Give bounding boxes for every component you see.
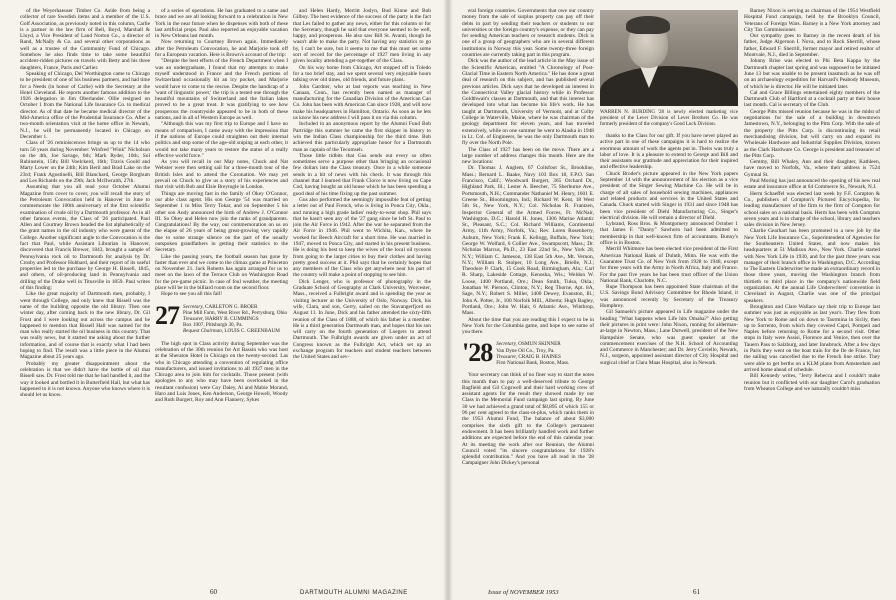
issue-date: Issue of NOVEMBER 1953: [488, 589, 559, 596]
page-number: 61: [693, 588, 700, 596]
paragraph: The high spot in Class activity during September was the celebration of the 30th reunion for Art Bassin who was host at the Sheraton Hotel in Chicago on the twenty-second. Las who in Chicago attending a convention of regulating office manufacturers, and issued invitations to all 1927 men in the Chicago area to join him for cocktails. Those present (with apologies to any who may have been overlooked in the resultant confusion) were Coy Daley, Ai and Mabie Morand, Haro and Lois Jones, Ken Anderson, George Howell, Woody and Ruth Burgert, Roy and Ann Flannery, Sykes: [155, 340, 288, 404]
paragraph: About the time that you are reading this I expect to be in New York for the Columbia game, and hope to see some of you there.: [462, 316, 594, 336]
paragraph: Cal and Grace Billings entertained eighty members of the Dartmouth Club of Hartford at a cocktail party at their house last month. Cal is secretary of the Club.: [744, 89, 880, 109]
secretary-name: OSMUN SKINNER: [518, 341, 561, 348]
treasurer-name: HARRY B. CUMMINGS: [205, 316, 259, 323]
paragraph: George Pitts missed reunion because he was in the midst of negotiations for the sale of a building in downtown Jamestown, N.Y., belonging to the Pitts Corp. With the sale of the property the Pitts Corp. is discontinuing its retail merchandising division, but will carry on and expand its Wholesale Hardware and Industrial Supplies Division, known as the Clark Hardware Co. George is president and treasurer of the Pitts Corp.: [744, 108, 880, 159]
paragraph: On his way home from Chicago, Art stopped off in Toledo for a too brief stay, and we spent several very enjoyable hours talking over old times, old friends, and future plans.: [293, 64, 431, 84]
paragraph: Broughton and Clare Wallace say their trip to Europe last summer was just as enjoyable as last year's. They flew from New York to Rome and on down to Taormina in Sicily, then up to Sorrento, from which they covered Capri, Pompeii and Naples before returning to Rome for a second visit. Other stops in Italy were Assisi, Florence and Venice, then over the Tauern Pass to Salzburg, and later Innsbruck. After a few days in Paris they went on the boat train for the Ile de France, but the sailing was cancelled due to the French line strike. They were able to get berths on a KLM plane from Amsterdam and arrived home ahead of schedule.: [744, 303, 880, 373]
paragraph: of a series of operations. He has graduated to a same and brace and we are all looking forward to a celebration in New York in the near future when he dispenses with both of these last artificial props. Paul also reported an enjoyable vacation in New Orleans last month.: [155, 8, 288, 40]
paragraph: Hope to see you all this fall!: [161, 291, 223, 298]
right-page: [448, 0, 896, 600]
left-column-1: [20, 8, 150, 583]
paragraph: Gus also performed the seemingly impossible feat of getting a letter out of Paul French, who is living in Ponca City, Okla., and running a high grade ladies' ready-to-wear shop. Phil says that he hasn't seen any of the '27 gang since he left St. Paul to join the Air Force in 1942. After the war he separated from the Air Force in 1946. Phil went to Wichita, Kan., where he worked for Beech Aircraft for a short time. He was married in 1947, moved to Ponca City, and started in his present business. He is doing his best to keep the wives of the local oil tycoons from going to the larger cities to buy their clothes and having pretty good success at it. Phil says that he certainly hopes that any members of the Class who get anywhere near his part of the country will make a point of stopping to see him.: [293, 196, 431, 279]
paragraph: Chuck Broder's picture appeared in the New York papers September 14 with the announcement of his election as a vice president of the Singer Sewing Machine Co. He will be in charge of all sales of household sewing machines, appliances and related products and services in the United States and Canada. Chuck started with Singer in 1931 and since 1948 has been vice president of Diehl Manufacturing Co., Singer's electrical division. He will remain a director of Diehl.: [600, 170, 738, 221]
right-column-1: [462, 8, 594, 583]
paragraph: Our sympathy goes to Barney in the recent death of his father, Judge Algernon I. Nova, and to Rock Sherrill, whose father, Edward F. Sherrill, former mayor and retired realtor of Montvale, N.J., died in September.: [744, 33, 880, 59]
class-1927-header: [155, 300, 288, 335]
portrait-shoulders: [600, 66, 738, 106]
treasurer-name: CRAIG B. HAINES: [518, 353, 561, 360]
secretary-label: Secretary,: [496, 341, 517, 348]
paragraph: Included in an anonymous report by the Alumni Fund Bob Partridge this summer he came the first skipper in history to win the Indian Class championship for the third time. Bob achieved this particularly appropriate honor for a Dartmouth man as captain of the Tecumseh.: [293, 121, 431, 153]
paragraph: Merrill Whitmore has been elected vice president of the First American National Bank of Duluth, Minn. He was with the Guarantee Trust Co. of New York from 1928 to 1948, except for three years with the Army in North Africa, Italy and France. For the past five years he has been trust officer of the Union National Bank, Charlotte, N.C.: [600, 246, 738, 284]
paragraph: Rupe Thompson has been appointed State chairman of the U.S. Savings Bond Advisory Committee for Rhode Island, it was announced recently by Secretary of the Treasury Humphrey.: [600, 284, 738, 310]
paragraph: As you will recall in our May notes, Chuck and Nat Webster were then setting sail for a three-month tour of the British Isles and to attend the Coronation. We may yet prevail on Chuck to give us a story of his experiences and that visit with Bob and Elsie Breytogle in London.: [155, 159, 288, 191]
paragraph: Now returning to Courtney Brown again. Immediately after the Petroleum Convocation, he and Marjorie took off for a European vacation. Here is Brown's account of the trip:: [155, 39, 288, 59]
paragraph: Gemmy, Bill Whaley, Ann and their daughter, Kathleen, have moved to Norfolk, Va., where their address is 7524 Gymnal St.: [744, 159, 880, 178]
class-officers: [496, 341, 569, 366]
secretary-label: Secretary,: [183, 303, 204, 310]
left-column-3: [293, 8, 431, 583]
address-list: Dr. Thomas J. Anglem, 67 Coltsfoot St., Brookline, Mass.; Bernard L. Baake, Navy 103 Box 18, F.P.O. San Francisco, Calif.; Woodward Burgert, 365 Orchard Dr., Highland Park, Ill.; Lester A. Beecher, 75 Sherburne Ave., Portsmouth, N.H.; Commander Nathaniel M. Henry, 1601 E. Greene St., Bloomington, Ind.; Richard W. Kent, 18 West 5th St., New York, N.Y.; Col. Nicholas R. Frantzen, Inspector General of the Armed Forces, Ft. McNair, Washington, D.C.; Harold H. Jones, 1306 Marine Atlantic St., Pleasant, S.C.; Col. Richard Williams, Continental Army, 11th Army, Norfolk, Va.; Rev. Loren Rosenberry, Auburn, New York; Frank E. Kellogg, Buffalo, New York; George W. Wolfard, 6 Collier Ave., Swampscott, Mass.; Dr. Nicholas Marcus, Ph.D., 23 East 22nd St., New York 28, N.Y.; William C. Jameson, 138 East 5th Ave., Mt. Vernon, N.Y.; William R. Stolper, 10 Long Ave., Brielle, N.J.; Theodore P. Clark, 15 Cook Road, Birmingham, Ala.; Carl R. Sharp, Lakeside Cottage, Kenosha, Wis.; Weldon W. Loose, 1400 Portland, Ore.; Dean Smith, Tulsa, Okla.; Jonathan W. Pierson, Clinton, N.Y.; Reg Thorne, Apt. 8A, Sage, N.Y.; Robert S. Miller, 1400 Dewey, Evanston, Ill.; John A. Potter, Jr., 100 Norfolk Mill., Alberta; Hugh Bagley, Portland, Ore.; John W. Hair, 6 Atlantic Ave., Winthrop, Mass.: [462, 165, 594, 317]
paragraph: Assuming that you all read your October Alumni Magazine from cover to cover, you will recall the story of the Petroleum Convocation held in Hanover in June to commemorate the 100th anniversary of the first scientific examination of crude oil by a Dartmouth professor. As in all other famous events, the Class of '26 participated. Paul Allen and Courtney Brown headed the list alphabetically of the grant names in the oil industry who were guests of the College. Another significant angle to the Convocation is the fact that Paul, while Assistant Librarian in Hanover, discovered that Francis Brewer, 1843, brought a sample of Pennsylvania rock oil to Dartmouth for analysis by Dr. Crosby and Professor Hubbard, and their report of its useful properties led to the purchase by George H. Bissell, 1845, and others, of oil-producing land in Pennsylvania and drilling of the Drake well in Titusville in 1859. Paul writes of this finding:: [20, 184, 150, 292]
paragraph: Lybrand, Ross Bros. & Montgomery announced October 1 that James F. "Danny" Sawhorn had been admitted to membership in that well-known firm of accountants. Bunny's office is in Boston.: [600, 221, 738, 247]
paragraph: Your secretary can think of no finer way to start the notes this month than to pay a well-deserved tribute to George Bagfield and Gil Cogswell and their hard working crew of assistant agents for the result they showed made by our Class in the Memorial Fund campaign last spring. By June 30 we had achieved a grand total of $8,895 of which 155 or 96 per cent agreed to the class-ot-plus, which ranks them in the 1953 Alumni Fund, The balance of about $3,000 comprises the sixth gift to the College's permanent endowment. It has been brilliantly handled work and further additions are expected before the end of this calendar year. At its meeting the work after our Reunion, the Alumni Council voted "its sincere congratulations for 1928's splendid contribution." And you have all read in the '28 Campaigner John Dickey's personal: [462, 372, 594, 467]
paragraph: Those little tidbits that Gus sends out every so often sometimes serve a purpose other than bringing an occasional few dollars into the Class treasury. Once in a while someone sends in a bit of news with his check. It was through this channel that I learned that Frank Clorce is now living on Cape Cod, having bought an old house which he has been spending a good deal of his time fixing up the past summer.: [293, 152, 431, 197]
right-column-2: [600, 8, 738, 583]
treasurer-address: First National Bank, Boston, Mass.: [496, 360, 570, 367]
page-gutter: [443, 0, 453, 600]
paragraph: Dick Lenger, who is professor of photography in the Graduate School of Geography at Clark University, Worcester, Mass., received a Fulbright award and is spending the year as visiting lecturer at the University of Oslo, Norway. Dick, his wife, Clara, and son, Gerry, sailed on the Stavangerfjord on August 11. In June, Dick and his father attended the sixty-fifth reunion of the Class of 1888, of which his father is a member. He is a third generation Dartmouth man, and hopes that his son will carry on the fourth generation of Loegers to attend Dartmouth. The Fulbright awards are given under an act of Congress known as the Fulbright Act, which set up an exchange program for teachers and student teachers between the United States and sev-: [293, 278, 431, 361]
page-number: 60: [210, 588, 217, 596]
paragraph: Class of '26 reminiscences brings us up to the 14 who turn 50 years during November: Winfred "Wink" Nicholson on the 4th, Joe Savage, 6th; Mark Ryder, 10th; Sol Rubinstein, 15th; Bill Voelckerd, 16th; Travis Gould and Marty Lower on the 24th; Kim Beril and Brad Lake on the 23rd; Frank Agostinelli, Bill Blanchard, George Borghum and Les Richards on the 29th; Jack McIlwraith, 27th.: [20, 140, 150, 185]
treasurer-label: Treasurer,: [183, 316, 204, 323]
paragraph: Things are moving fast in the family of Okey O'Connor, our able class agent. His son George '54 was married on September 1 to Miss Terry Tokar, and on September 5 his other son Andy announced the birth of Andrew J. O'Connor III. So Okey and Helen now join the ranks of grandparents. Congratulations! By the way, our commemoration on us on the elapse of 26 years of being great-growing very rapidly due to some strange silence on the part of the usually outspoken grandfathers in getting their statistics to the Secretary.: [155, 190, 288, 254]
paragraph: eral foreign countries. Governments that owe our country money from the sale of surplus property can pay off their debts in part by sending their teachers or students to our universities or the foreign country's expense, or they can pay for sending American teachers or research students. Dick is one of a group of geographers who are in several different institutions in Norway this year. Some twenty-three foreign countries are currently taking part in this program.: [462, 8, 594, 59]
secretary-name: CARLETON G. BROER: [205, 303, 258, 310]
left-column-2: [155, 8, 288, 583]
paragraph: Johnny Brise was elected to Phi Beta Kappa by the Dartmouth chapter last spring and was supposed to be initiated June 13 but was unable to be present inasmuch as he was off on an archaeology expedition for Harvard's Peabody Museum, of which he is director. He will be initiated later.: [744, 58, 880, 90]
paragraph: The Class of 1927 has been on the move. There are a large number of address changes this month. Here are the new locations:: [462, 146, 594, 166]
paragraph: John Gardner, who at last reports was teaching in New Canaan, Conn., has recently been named as manager of manufacturing for the Canadian Division of the American Can Co. John has been with American Can since 1928, and will now make his headquarters in Hamilton, Ontario. As soon as he lets us know his new address I will pass it on via this column.: [293, 83, 431, 122]
paragraph: thanks to the Class for our gift. If you have never played an active part in one of these campaigns it is hard to realize the enormous amount of work the agents put in. Theirs was truly a labor of love. It is a pleasure to extend to George and Bill and their assistants our gratitude and appreciation for their inspired and effective leadership.: [600, 133, 738, 171]
paragraph: Herm Schaeffel was elected last week by F.F. Compton & Co., publishers of Compton's Pictured Encyclopedia, for leading manufacturer of the firm to the firm of Compton for school sales on a national basis. Herm has been with Compton seven years and is in charge of the school, library and teachers sales division in New Jersey.: [744, 190, 880, 229]
treasurer-address: Box 1907, Pittsburgh 30, Pa.: [183, 322, 243, 329]
magazine-title: DARTMOUTH ALUMNI MAGAZINE: [300, 590, 408, 596]
class-year-number: 27: [155, 300, 179, 330]
paragraph: Probably my greater disappointment about the celebration is that we didn't have the bottle of oil that Bissell saw. Dr. Frost told me that he had handled it, and the way it looked and bottled it in Butterfield Hall, but what has happened to it is not known. Anyone who knows where it is should let us know.: [20, 360, 150, 399]
paragraph: "Despite the best efforts of the French Department when I was an undergraduate, I found that my attempts to make myself understood in France and the French portions of Switzerland occasionally hit an icy pocket, and Marjorie would have to come to the rescue. Despite the handicap of a 'want of linguistic power,' the trip is a tested one through the beautiful mountains of Switzerland and the Italian lakes proved to be a great treat. It was gratifying to see how prosperous the countryside appeared to be in both of these nations, and in all of Western Europe as well.: [155, 58, 288, 122]
paragraph: Dick was the author of the lead article in the May issue of the Scientific American, entitled "A Chronology of Post-Glacial Time in Eastern North America." He has done a great deal of research on this subject, and has published several previous articles. Dick says that he developed an interest in the Connecticut Valley glacial history while in Professor Goldthwait's classes at Dartmouth, and that this interest has developed into what has become his life's work. He has taught at Dartmouth, University of Vermont, and at Colby College in Waterville, Maine, where he was chairman of the geology department for eleven years, and has traveled extensively, while on one summer he went to Alaska in 1948 in Lt. Col. of Engineers, he was the only Dartmouth man to fly over the North Pole.: [462, 58, 594, 147]
bequest-label: Bequest Chairman,: [183, 328, 224, 335]
paragraph: "Although this was my first trip to Europe and I have no means of comparison, I came away with the impression that if the nations of Europe could straighten out their internal politics and stop some of the age-old sniping at each other, it would not take many years to restore the status of a really effective world force.": [155, 121, 288, 159]
paragraph: Charlie Gearhart has been promoted to a new job by the New York Life Insurance Co., Superintendent of Agencies for the Southeastern United States, and now makes his headquarters at 51 Madison Ave., New York. Charlie started with New York Life in 1930, and for the past three years was manager of their branch office in Washington, D.C. According to The Eastern Underwriter he made an extraordinary record in those three years, moving the Washington branch from thirtieth to third place in the company's nationwide field organization. At the annual Life Underwriters' convention in Cleveland in August, Charlie was one of the principal speakers.: [744, 228, 880, 304]
portrait-hair: [626, 16, 670, 34]
paragraph: Speaking of Chicago, Del Worthington came to Chicago to be president of one of his business partners, and had time for a Needs (in honor of Carlie) with the Secretary at the Hotel Cleveland. He reports another famous addition to the 1926 delegation in Jim Oberlander. Ollie resigned on October 1 from the National Life Insurance Co. to medical director. As of that date he became medical director of the Mid-America office of the Prudential Insurance Co. After a two-month orientation visit at the home office in Newark, N.J., he will be permanently located in Chicago on December 1.: [20, 70, 150, 140]
class-year-number: '28: [462, 338, 493, 368]
paragraph: Gil Samuels's picture appeared in Life magazine under the heading "What happens when Life hits Omaha?" Also getting their pictures in print were: John Nixon, running for alderman-at-large in Newton, Mass.; Lane Dutwell, president of the New Hampshire Senate, who was guest speaker at the commencement exercises of the N.H. School of Accounting and Commerce in Manchester; and Dr. Jerry Coviello, Newark, N.J., surgeon, appointed assistant director of City Hospital and surgical chief at Clara Maas Hospital, also in Newark.: [600, 309, 738, 366]
paragraph: Bill Kennedy writes, "Jerry Rebecca and I couldn't make reunion but it conflicted with our daughter Carol's graduation from Wheaton College and we naturally couldn't miss: [744, 373, 880, 392]
treasurer-label: Treasurer,: [496, 353, 518, 360]
secretary-address: Van Dyne Oil Co., Troy, Pa.: [496, 347, 555, 354]
paragraph: Like the great majority of Dartmouth men, probably, I went through College, and only knew that Bissell was the name of the building opposite the old library. Then one winter day, after coming back to the new library, Dr. Gil Frost and I were looking out across the campus and he happened to mention that Bissell Hall was named for the man who really started the oil business in this country. That was really news, but it started me asking about the further information, and of course that is exactly what I had been hoping to find. The result was a little piece in the Alumni Magazine about 25 years ago.: [20, 291, 150, 361]
secretary-address: Pine Mill Farm, West River Rd., Perrysburg, Ohio: [183, 309, 288, 316]
portrait-photo: [600, 10, 738, 106]
paragraph: Paul Moring has just announced the opening of his new real estate and insurance office at 64 Commerce St., Newark, N.J.: [744, 178, 880, 191]
right-column-3: [744, 8, 880, 583]
paragraph: of the Weyerhaeuser Timber Co. Aside from being a collector of rare Swedish items and a member of the U.S. Golf Association, as previously noted in this column, Carlie is a partner in the law firm of Bell, Boyd, Marshall & Lloyd, a Vice President of Land Norton Co., a director of Rand, McNally & Co. and several other corporations as well as a trustee of the Community Fund of Chicago. Somehow he also finds time to take some beautiful accident-ridden pictures on travels with Betty and his three daughters, France, Paris and Carlier.: [20, 8, 150, 71]
class-1928-header: [462, 338, 594, 368]
paragraph: Barney Nixon is serving as chairman of the 1954 Westfield Hospital Fund campaign, held by the Brooklyn Council, Veterans of Foreign Wars. Barney is a New York attorney and City Tax Commissioner.: [744, 8, 880, 33]
class-officers: [183, 304, 287, 335]
photo-caption: WARREN N. BURDING '28 is newly elected marketing vice president of the Lever Division of Lever Brothers Co. He was formerly president of the company's Good Luck Division.: [600, 110, 738, 127]
paragraph: and Helen Hardy, Merritt Joslyn, Bud Kinne and Bob Gilboy. The best evidence of the success of the party is the fact that Les failed to gather any news, either for this column or for the Secretary, though he said that everyone seemed to be well, happy, and prosperous. He also saw Bill St. Avanti, though he wasn't able to make the party. Not having any statistics to go by, I can't be sure, but it seems to me that this must set some sort of record for the percentage of 1927 men living in any given locality attending a get-together of the Class.: [293, 8, 431, 65]
paragraph: Like the passing years, the football season has gone by faster than ever and we come to the climax game at Princeton on November 21. Jack Roberts has again arranged for us to meet on the lawn of the Terrace Club on Washington Road for the pre-game picnic. In case of foul weather, the meeting place will be in the billiard room on the second floor.: [155, 253, 288, 292]
bequest-chairman: LOUIS C. GREENBAUM: [224, 328, 280, 335]
